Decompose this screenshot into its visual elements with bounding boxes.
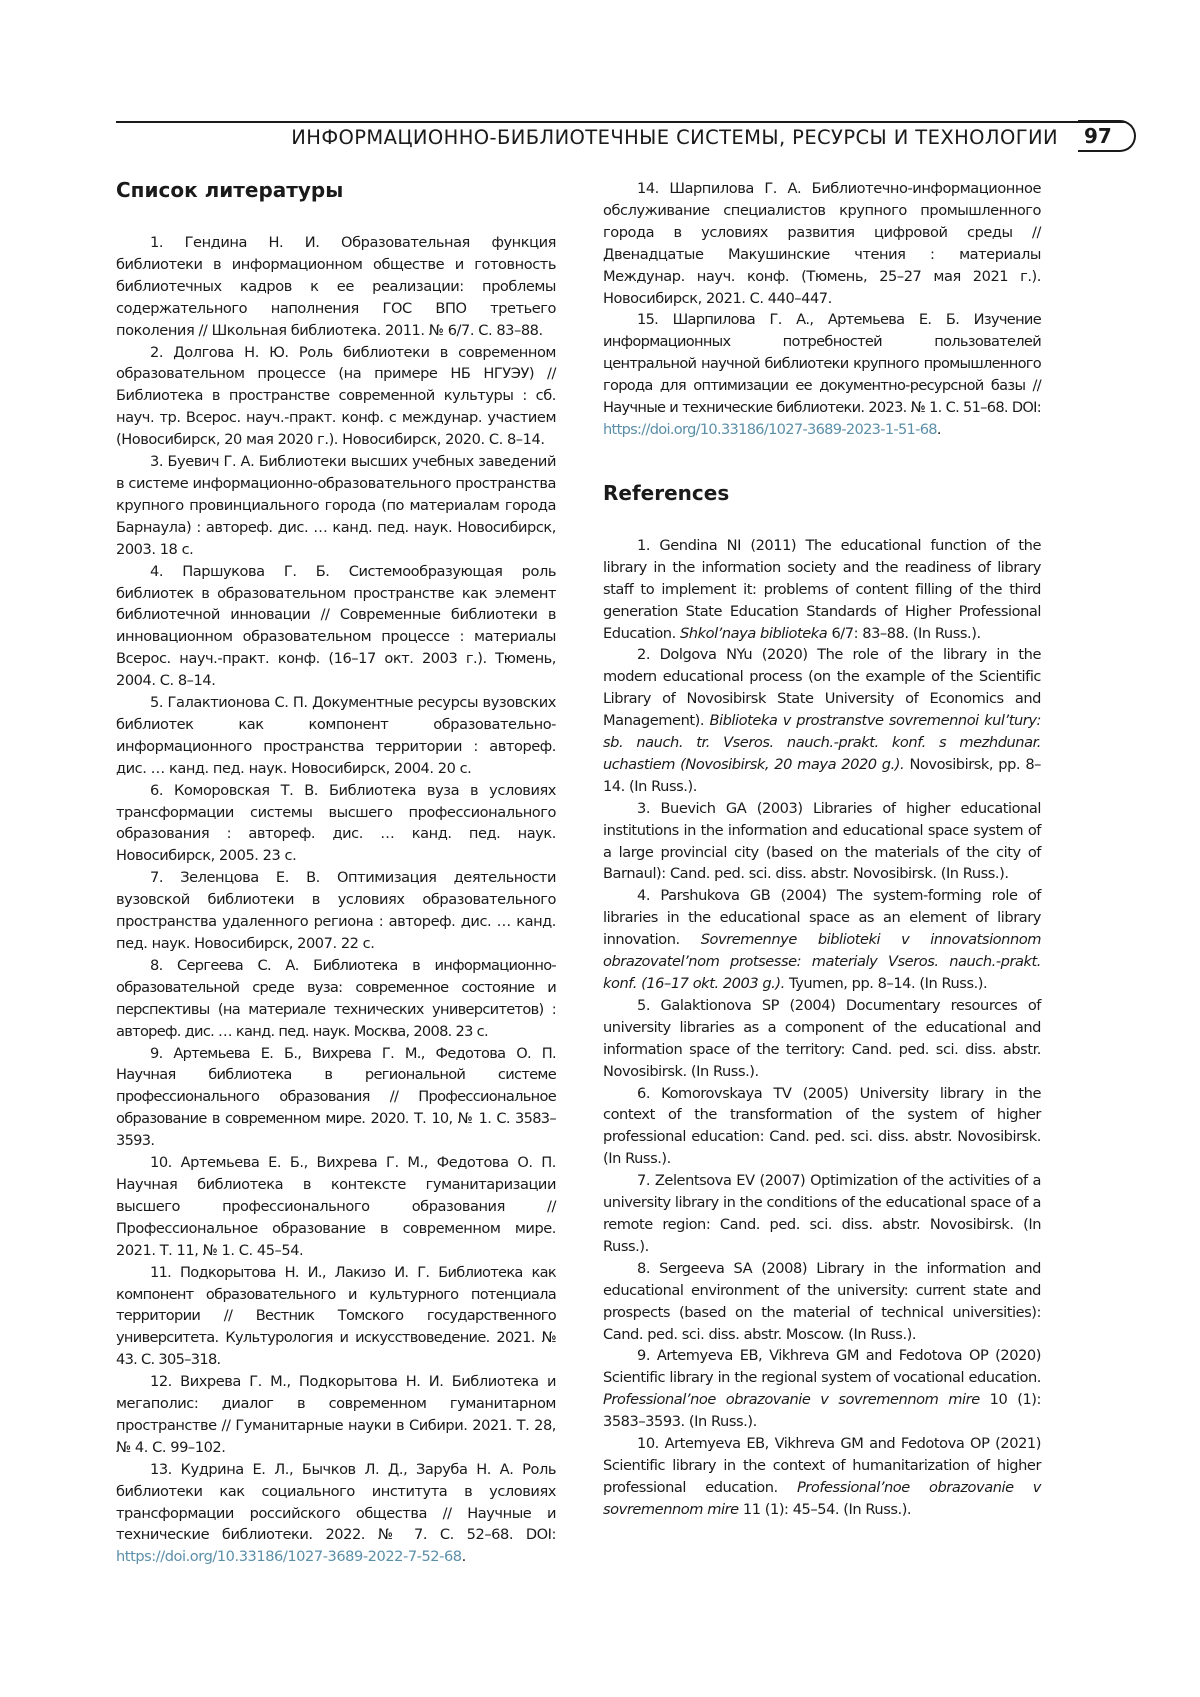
ru-ref-13: 13. Кудрина Е. Л., Бычков Л. Д., Заруба Н. А. Роль библиотеки как социального института в условиях трансформации российского общества // Научные и технические библиотеки. 2022. № 7. С. 52–68. DOI: https://doi.org/10.33186/1027-3689-2022-7-52-68. <box>116 1459 556 1569</box>
en-ref-9-pages: 10 (1): 3583–3593. (In Russ.). <box>603 1391 1041 1430</box>
en-ref-7-main: 7. Zelentsova EV (2007) Optimization of the activities of a university library in the conditions of the educational space of a remote region: Cand. ped. sci. diss. abstr. Novosibirsk. (In Russ.). <box>603 1172 1041 1255</box>
en-ref-8 <box>603 1258 1041 1346</box>
en-ref-2 <box>603 644 1041 797</box>
en-ref-1-main: 1. Gendina NI (2011) The educational function of the library in the information society and the readiness of library staff to implement it: problems of content filling of the third generation State Education Standards of Higher Professional Education. <box>603 537 1041 642</box>
en-ref-10 <box>603 1433 1041 1521</box>
ru-ref-15-doi-link[interactable]: https://doi.org/10.33186/1027-3689-2023-1-51-68 <box>603 421 937 438</box>
en-ref-1-source-title: Shkol’naya biblioteka <box>680 625 827 642</box>
en-ref-1-pages: 6/7: 83–88. (In Russ.). <box>827 625 980 642</box>
ru-ref-10: 10. Артемьева Е. Б., Вихрева Г. М., Федотова О. П. Научная библиотека в контексте гуманитаризации высшего профессионального образования // Профессиональное образование в современном мире. 2021. Т. 11, № 1. С. 45–54. <box>116 1152 556 1262</box>
ru-ref-5: 5. Галактионова С. П. Документные ресурсы вузовских библиотек как компонент образовательно-информационного пространства территории : автореф. дис. … канд. пед. наук. Новосибирск, 2004. 20 с. <box>116 692 556 780</box>
left-column <box>116 178 556 1568</box>
right-column <box>603 178 1041 1521</box>
en-ref-9-main: 9. Artemyeva EB, Vikhreva GM and Fedotova OP (2020) Scientific library in the regional system of vocational education. <box>603 1347 1041 1386</box>
en-ref-2-main: 2. Dolgova NYu (2020) The role of the library in the modern educational process (on the example of the Scientific Library of Novosibirsk State University of Economics and Management). <box>603 646 1041 729</box>
ru-ref-15-text: 15. Шарпилова Г. А., Артемьева Е. Б. Изучение информационных потребностей пользователей центральной научной библиотеки крупного промышленного города для оптимизации ее документно-ресурсной базы // Научные и технические библиотеки. 2023. № 1. С. 51–68. DOI: <box>603 311 1041 416</box>
en-ref-4-main: 4. Parshukova GB (2004) The system-forming role of libraries in the educational space as an element of library innovation. <box>603 887 1041 948</box>
en-ref-5-main: 5. Galaktionova SP (2004) Documentary resources of university libraries as a component of the educational and information space of the territory: Cand. ped. sci. diss. abstr. Novosibirsk. (In Russ.). <box>603 997 1041 1080</box>
en-ref-7 <box>603 1170 1041 1258</box>
ru-ref-11: 11. Подкорытова Н. И., Лакизо И. Г. Библиотека как компонент образовательного и культурного потенциала территории // Вестник Томского государственного университета. Культурология и искусствоведение. 2021. № 43. С. 305–318. <box>116 1262 556 1372</box>
ru-ref-9: 9. Артемьева Е. Б., Вихрева Г. М., Федотова О. П. Научная библиотека в региональной системе профессионального образования // Профессиональное образование в современном мире. 2020. Т. 10, № 1. С. 3583–3593. <box>116 1043 556 1153</box>
ru-references-title: Список литературы <box>116 178 556 202</box>
running-header <box>116 118 1136 148</box>
page-number: 97 <box>1084 124 1112 148</box>
en-ref-4-pages: Tyumen, pp. 8–14. (In Russ.). <box>785 975 987 992</box>
ru-ref-4: 4. Паршукова Г. Б. Системообразующая роль библиотек в образовательном пространстве как элемент библиотечной инновации // Современные библиотеки в инновационном образовательном процессе : материалы Всерос. науч.-практ. конф. (16–17 окт. 2003 г.). Тюмень, 2004. С. 8–14. <box>116 561 556 692</box>
ru-ref-1: 1. Гендина Н. И. Образовательная функция библиотеки в информационном обществе и готовность библиотечных кадров к ее реализации: проблемы содержательного наполнения ГОС ВПО третьего поколения // Школьная библиотека. 2011. № 6/7. С. 83–88. <box>116 232 556 342</box>
en-ref-8-main: 8. Sergeeva SA (2008) Library in the information and educational environment of the university: current state and prospects (based on the material of technical universities): Cand. ped. sci. diss. abstr. Moscow. (In Russ.). <box>603 1260 1041 1343</box>
en-references-title: References <box>603 481 1041 505</box>
header-rule <box>116 121 1126 123</box>
en-ref-10-pages: 11 (1): 45–54. (In Russ.). <box>739 1501 911 1518</box>
en-ref-3-main: 3. Buevich GA (2003) Libraries of higher educational institutions in the information and educational space system of a large provincial city (based on the materials of the city of Barnaul): Cand. ped. sci. diss. abstr. Novosibirsk. (In Russ.). <box>603 800 1041 883</box>
en-ref-2-pages: Novosibirsk, pp. 8–14. (In Russ.). <box>603 756 1041 795</box>
journal-section-title: ИНФОРМАЦИОННО-БИБЛИОТЕЧНЫЕ СИСТЕМЫ, РЕСУРСЫ И ТЕХНОЛОГИИ <box>291 126 1058 149</box>
ru-ref-14: 14. Шарпилова Г. А. Библиотечно-информационное обслуживание специалистов крупного промышленного города в условиях развития цифровой среды // Двенадцатые Макушинские чтения : материалы Междунар. науч. конф. (Тюмень, 25–27 мая 2021 г.). Новосибирск, 2021. С. 440–447. <box>603 178 1041 309</box>
ru-ref-3: 3. Буевич Г. А. Библиотеки высших учебных заведений в системе информационно-образовательного пространства крупного провинциального города (по материалам города Барнаула) : автореф. дис. … канд. пед. наук. Новосибирск, 2003. 18 с. <box>116 451 556 561</box>
ru-ref-12: 12. Вихрева Г. М., Подкорытова Н. И. Библиотека и мегаполис: диалог в современном гуманитарном пространстве // Гуманитарные науки в Сибири. 2021. Т. 28, № 4. С. 99–102. <box>116 1371 556 1459</box>
ru-ref-13-doi-link[interactable]: https://doi.org/10.33186/1027-3689-2022-7-52-68 <box>116 1548 462 1565</box>
en-ref-9 <box>603 1345 1041 1433</box>
ru-ref-7: 7. Зеленцова Е. В. Оптимизация деятельности вузовской библиотеки в условиях образовательного пространства удаленного региона : автореф. дис. … канд. пед. наук. Новосибирск, 2007. 22 с. <box>116 867 556 955</box>
en-ref-9-source-title: Professional’noe obrazovanie v sovremennom mire <box>603 1391 980 1408</box>
en-ref-10-main: 10. Artemyeva EB, Vikhreva GM and Fedotova OP (2021) Scientific library in the context of humanitarization of higher professional education. <box>603 1435 1041 1496</box>
en-ref-6 <box>603 1083 1041 1171</box>
en-ref-1 <box>603 535 1041 645</box>
ru-ref-6: 6. Коморовская Т. В. Библиотека вуза в условиях трансформации системы высшего профессионального образования : автореф. дис. … канд. пед. наук. Новосибирск, 2005. 23 с. <box>116 780 556 868</box>
ru-ref-2: 2. Долгова Н. Ю. Роль библиотеки в современном образовательном процессе (на примере НБ НГУЭУ) // Библиотека в пространстве современной культуры : сб. науч. тр. Всерос. науч.-практ. конф. с междунар. участием (Новосибирск, 20 мая 2020 г.). Новосибирск, 2020. С. 8–14. <box>116 342 556 452</box>
en-ref-4 <box>603 885 1041 995</box>
en-ref-2-source-title: Biblioteka v prostranstve sovremennoi kul’tury: sb. nauch. tr. Vseros. nauch.-prakt. konf. s mezhdunar. uchastiem (Novosibirsk, 20 maya 2020 g.). <box>603 712 1041 773</box>
en-ref-5 <box>603 995 1041 1083</box>
en-ref-4-source-title: Sovremennye biblioteki v innovatsionnom obrazovatel’nom protsesse: materialy Vseros. nauch.-prakt. konf. (16–17 okt. 2003 g.). <box>603 931 1041 992</box>
en-references-list <box>603 535 1041 1521</box>
en-ref-3 <box>603 798 1041 886</box>
en-ref-6-main: 6. Komorovskaya TV (2005) University library in the context of the transformation of the system of higher professional education: Cand. ped. sci. diss. abstr. Novosibirsk. (In Russ.). <box>603 1085 1041 1168</box>
ru-ref-8: 8. Сергеева С. А. Библиотека в информационно-образовательной среде вуза: современное состояние и перспективы (на материале технических университетов) : автореф. дис. … канд. пед. наук. Москва, 2008. 23 с. <box>116 955 556 1043</box>
ru-ref-15: 15. Шарпилова Г. А., Артемьева Е. Б. Изучение информационных потребностей пользователей центральной научной библиотеки крупного промышленного города для оптимизации ее документно-ресурсной базы // Научные и технические библиотеки. 2023. № 1. С. 51–68. DOI: https://doi.org/10.33186/1027-3689-2023-1-51-68. <box>603 309 1041 440</box>
ru-ref-13-text: 13. Кудрина Е. Л., Бычков Л. Д., Заруба Н. А. Роль библиотеки как социального института в условиях трансформации российского общества // Научные и технические библиотеки. 2022. № 7. С. 52–68. DOI: <box>116 1461 556 1544</box>
en-ref-10-source-title: Professional’noe obrazovanie v sovremennom mire <box>603 1479 1041 1518</box>
